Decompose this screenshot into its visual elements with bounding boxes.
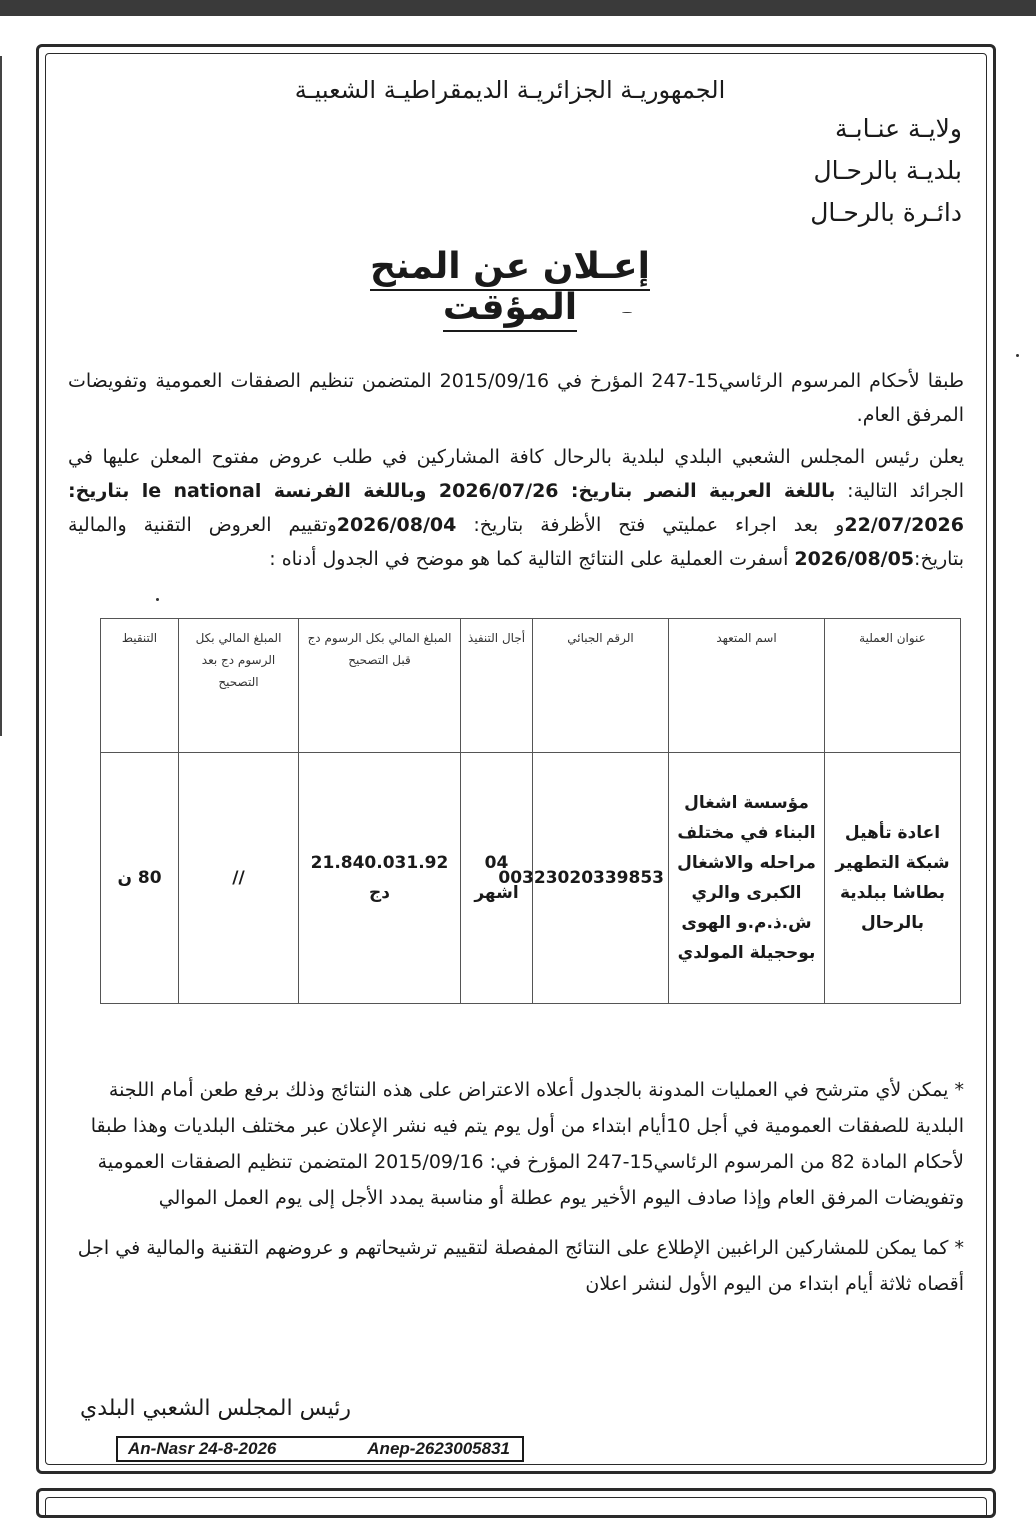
signature-line: رئيس المجلس الشعبي البلدي [80, 1396, 352, 1421]
header-tax-id: الرقم الجبائي [533, 619, 669, 753]
evaluation-date: 2026/08/05 [794, 548, 915, 570]
cell-amount-before: 21.840.031.92 دج [299, 753, 461, 1004]
header-contractor: اسم المتعهد [669, 619, 825, 753]
header-amount-after: المبلغ المالي بكل الرسوم دج بعد التصحيح [179, 619, 299, 753]
scan-speck [1016, 354, 1019, 357]
legal-basis-paragraph: طبقا لأحكام المرسوم الرئاسي15-247 المؤرخ في 2015/09/16 المتضمن تنظيم الصفقات العمومية وتفويضات المرفق العام. [68, 370, 964, 426]
scan-speck [622, 312, 632, 313]
republic-header: الجمهوريـة الجزائريـة الديمقراطيـة الشعبيـة [294, 76, 726, 104]
cell-score: 80 ن [101, 753, 179, 1004]
publication-reference-box [116, 1436, 524, 1462]
table-row [101, 753, 961, 1004]
cell-amount-after: // [179, 753, 299, 1004]
header-score: التنقيط [101, 619, 179, 753]
cell-operation: اعادة تأهيل شبكة التطهير بطاشا ببلدية بالرحال [825, 753, 961, 1004]
results-table [100, 618, 961, 1004]
notice-title-text: إعـلان عن المنح المؤقت [370, 246, 650, 332]
wilaya-name: ولايـة عنـابـة [834, 114, 962, 143]
announcement-mid2: وتقييم العروض التقنية والمالية بتاريخ: [68, 514, 964, 570]
table-header-row [101, 619, 961, 753]
consultation-note: * كما يمكن للمشاركين الراغبين الإطلاع على النتائج المفصلة لتقييم ترشيحاتهم و عروضهم التقنية والمالية في اجل أقصاه ثلاثة أيام ابتداء من اليوم الأول لنشر اعلان [77, 1237, 964, 1295]
header-duration: أجال التنفيذ [461, 619, 533, 753]
notice-title [300, 246, 720, 328]
cell-tax-id: 00323020339853 [533, 753, 669, 1004]
cell-contractor: مؤسسة اشغال البناء في مختلف مراحله والاشغال الكبرى والري ش.ذ.م.و الهوى بوحجيلة المولدي [669, 753, 825, 1004]
anep-reference: Anep-2623005831 [367, 1439, 510, 1458]
announcement-intro: يعلن رئيس المجلس الشعبي البلدي لبلدية بالرحال كافة المشاركين في طلب عروض مفتوح المعلن عليها في الجرائد التالية: [68, 446, 964, 502]
scan-speck [156, 598, 159, 601]
header-amount-before: المبلغ المالي بكل الرسوم دج قبل التصحيح [299, 619, 461, 753]
announcement-end: أسفرت العملية على النتائج التالية كما هو موضح في الجدول أدناه : [269, 548, 795, 570]
announcement-mid1: و بعد اجراء عمليتي فتح الأظرفة بتاريخ: [456, 514, 845, 536]
announcement-paragraph [68, 440, 964, 576]
daira-name: دائـرة بالرحـال [810, 198, 962, 227]
newspaper-reference: An-Nasr 24-8-2026 [128, 1439, 277, 1458]
baladia-name: بلديـة بالرحـال [813, 156, 962, 185]
opening-date: 2026/08/04 [336, 514, 457, 536]
cell-duration: 04 اشهر [461, 753, 533, 1004]
appeal-note: * يمكن لأي مترشح في العمليات المدونة بالجدول أعلاه الاعتراض على هذه النتائج وذلك برفع طعن أمام اللجنة البلدية للصفقات العمومية في أجل 10أيام ابتداء من أول يوم يتم فيه نشر الإعلان عبر مختلف البلديات وهذا طبقا لأحكام المادة 82 من المرسوم الرئاسي15-247 المؤرخ في: 2015/09/16 المتضمن تنظيم الصفقات العمومية وتفويضات المرفق العام وإذا صادف اليوم الأخير يوم عطلة أو مناسبة يمدد الأجل إلى يوم العمل الموالي [90, 1079, 964, 1209]
header-operation: عنوان العملية [825, 619, 961, 753]
newspaper-dates: باللغة العربية النصر بتاريخ: 2026/07/26 وباللغة الفرنسة le national بتاريخ: 22/07/2026 [68, 480, 964, 536]
